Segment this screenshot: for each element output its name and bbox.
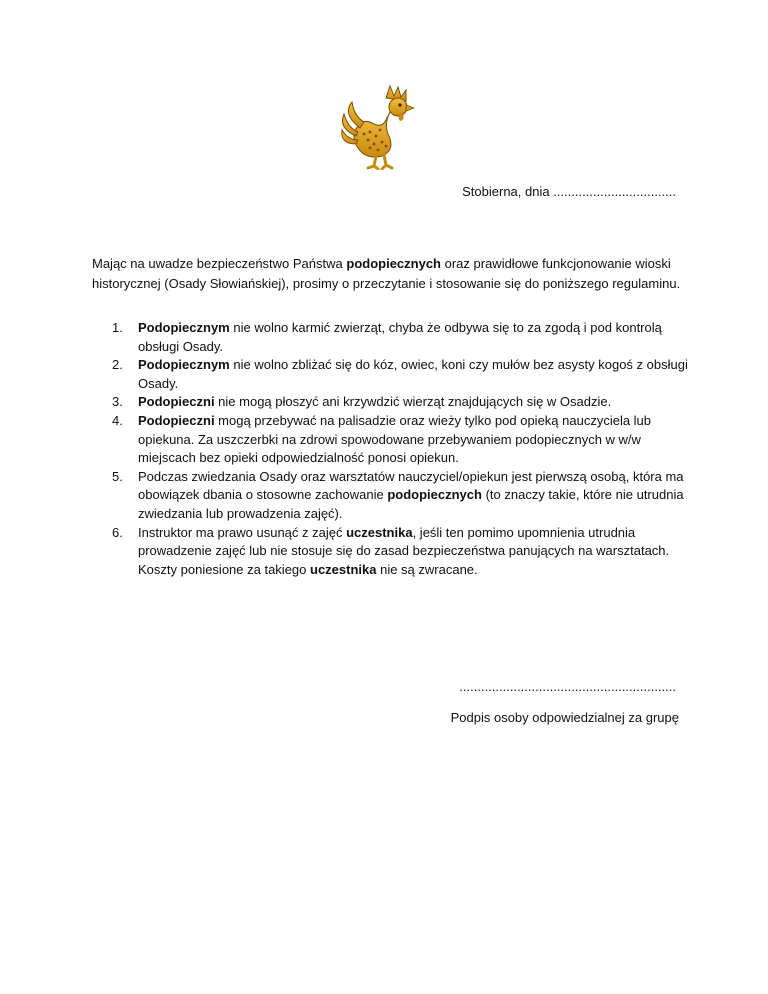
rule-number: 5.: [112, 468, 123, 484]
list-item: 5. Podczas zwiedzania Osady oraz warsztatów nauczyciel/opiekun jest pierwszą osobą, która ma obowiązek dbania o stosowne zachowanie podopiecznych (to znaczy takie, które nie utrudnia zwiedzania lub prowadzenia zajęć).: [112, 468, 684, 521]
list-item: 2. Podopiecznym nie wolno zbliżać się do kóz, owiec, koni czy mułów bez asysty kogoś z obsługi Osady.: [112, 357, 688, 391]
rule-number: 4.: [112, 412, 123, 428]
rooster-icon: [340, 84, 430, 170]
rule-number: 6.: [112, 524, 123, 540]
rules-list: [92, 319, 692, 579]
rule-number: 3.: [112, 394, 123, 410]
intro-paragraph: Mając na uwadze bezpieczeństwo Państwa podopiecznych oraz prawidłowe funkcjonowanie wioski historycznej (Osady Słowiańskiej), prosimy o przeczytanie i stosowanie się do poniższego regulaminu.: [92, 256, 681, 291]
list-item: 1. Podopiecznym nie wolno karmić zwierząt, chyba że odbywa się to za zgodą i pod kontrolą obsługi Osady.: [112, 320, 662, 354]
date-line: Stobierna, dnia ..................................: [462, 184, 676, 199]
rule-number: 1.: [112, 320, 123, 335]
list-item: 4. Podopieczni mogą przebywać na palisadzie oraz wieży tylko pod opieką nauczyciela lub opiekuna. Za uszczerbki na zdrowi spowodowane przebywaniem podopiecznych w w/w miejscach bez opieki odpowiedzialność ponosi opiekun.: [112, 412, 652, 466]
list-item: 3. Podopieczni nie mogą płoszyć ani krzywdzić wierząt znajdujących się w Osadzie.: [92, 393, 692, 412]
signature-line: ............................................................: [459, 679, 676, 694]
rule-number: 2.: [112, 357, 123, 373]
signature-caption: Podpis osoby odpowiedzialnej za grupę: [450, 710, 679, 725]
list-item: 6. Instruktor ma prawo usunąć z zajęć uczestnika, jeśli ten pomimo upomnienia utrudnia prowadzenie zajęć lub nie stosuje się do zasad bezpieczeństwa panujących na warsztatach. Koszty poniesione za takiego uczestnika nie są zwracane.: [112, 524, 670, 577]
